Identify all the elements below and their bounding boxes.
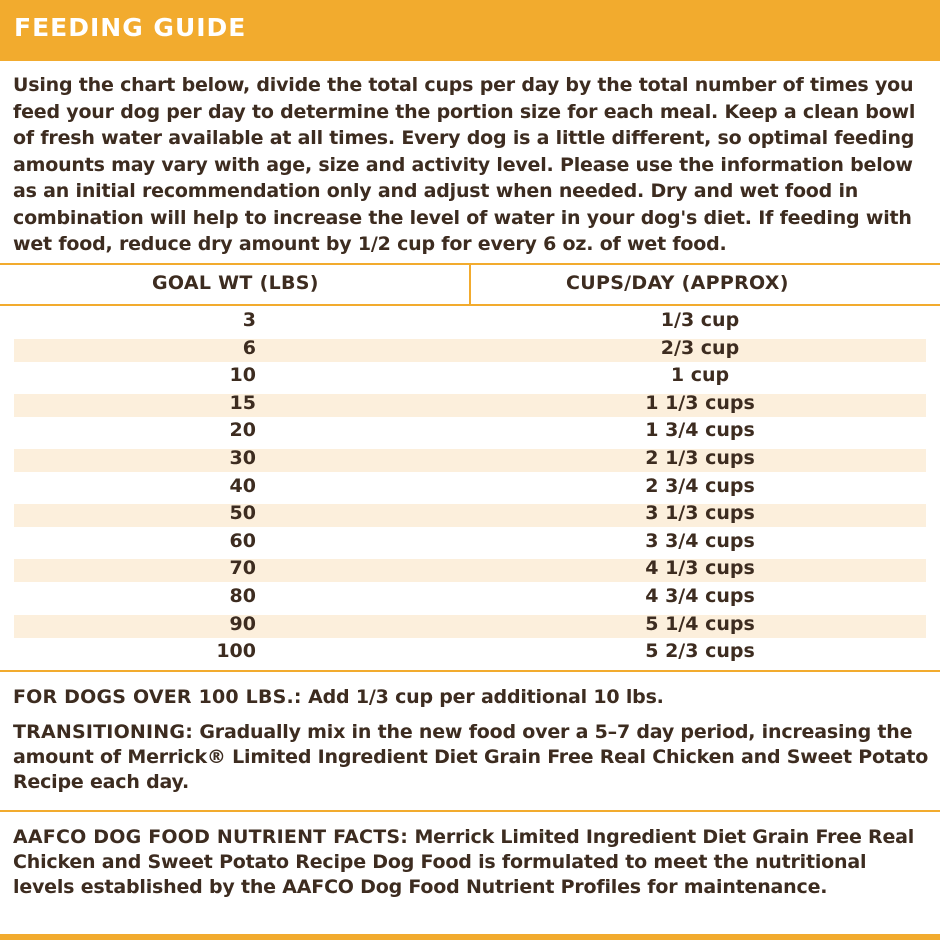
weight-cell: 15 [229,391,256,414]
cups-cell: 5 1/4 cups [645,612,755,635]
table-header-weight: GOAL WT (LBS) [152,272,319,294]
bottom-rule [0,934,940,940]
table-row [0,446,940,474]
cups-cell: 2/3 cup [660,336,740,359]
cups-cell: 3 1/3 cups [645,502,755,525]
weight-cell: 30 [229,446,256,469]
transitioning-note [13,720,933,795]
cups-cell: 1 cup [670,364,730,387]
table-bottom-rule [0,670,940,672]
aafco-text: Merrick Limited Ingredient Diet Grain Free Real Chicken and Sweet Potato Recipe Dog Food is formulated to meet the nutritional levels established by the AAFCO Dog Food Nutrient Profiles for maintenance. [13,826,915,898]
over-100-text: Add 1/3 cup per additional 10 lbs. [301,686,664,708]
cups-cell: 4 3/4 cups [645,584,755,607]
cups-cell: 1 1/3 cups [645,391,755,414]
intro-paragraph: Using the chart below, divide the total cups per day by the total number of times you feed your dog per day to determine the portion size for each meal. Keep a clean bowl of fresh water available at all times. Every dog is a little different, so optimal feeding amounts may vary with age, size and activity level. Please use the information below as an initial recommendation only and adjust when needed. Dry and wet food in combination will help to increase the level of water in your dog's diet. If feeding with wet food, reduce dry amount by 1/2 cup for every 6 oz. of wet food. [13,74,916,255]
table-column-divider [469,263,471,305]
weight-cell: 3 [242,309,256,331]
weight-cell: 6 [242,336,256,359]
transitioning-text: Gradually mix in the new food over a 5–7 day period, increasing the amount of Merrick® Limited Ingredient Diet Grain Free Real Chicken and Sweet Potato Recipe each day. [13,721,929,793]
over-100-note [13,685,933,710]
weight-cell: 90 [229,612,256,635]
table-row [0,584,940,612]
table-header-rule [0,304,940,306]
aafco-lead: AAFCO DOG FOOD NUTRIENT FACTS: [13,826,409,848]
weight-cell: 100 [216,640,256,663]
cups-cell: 4 1/3 cups [645,557,755,580]
weight-cell: 80 [229,584,256,607]
weight-cell: 50 [229,502,256,525]
over-100-lead: FOR DOGS OVER 100 LBS.: [13,686,302,708]
table-row [0,308,940,336]
table-row [0,418,940,446]
table-row [0,391,940,419]
table-row [0,336,940,364]
page-title: FEEDING GUIDE [14,13,247,42]
transitioning-lead: TRANSITIONING: [13,721,193,743]
cups-cell: 3 3/4 cups [645,529,755,552]
table-row [0,363,940,391]
table-row [0,612,940,640]
table-row [0,556,940,584]
weight-cell: 20 [229,419,256,442]
cups-cell: 5 2/3 cups [645,640,755,663]
cups-cell: 2 1/3 cups [645,446,755,469]
aafco-top-rule [0,810,940,812]
weight-cell: 40 [229,474,256,497]
weight-cell: 70 [229,557,256,580]
table-row [0,501,940,529]
header-bar [0,0,940,61]
aafco-note [13,825,933,900]
cups-cell: 1 3/4 cups [645,419,755,442]
cups-cell: 2 3/4 cups [645,474,755,497]
weight-cell: 60 [229,529,256,552]
weight-cell: 10 [229,364,256,387]
table-row [0,639,940,667]
cups-cell: 1/3 cup [660,309,740,331]
table-row [0,529,940,557]
table-row [0,474,940,502]
feeding-table [0,308,940,667]
table-header-cups: CUPS/DAY (APPROX) [566,272,789,294]
